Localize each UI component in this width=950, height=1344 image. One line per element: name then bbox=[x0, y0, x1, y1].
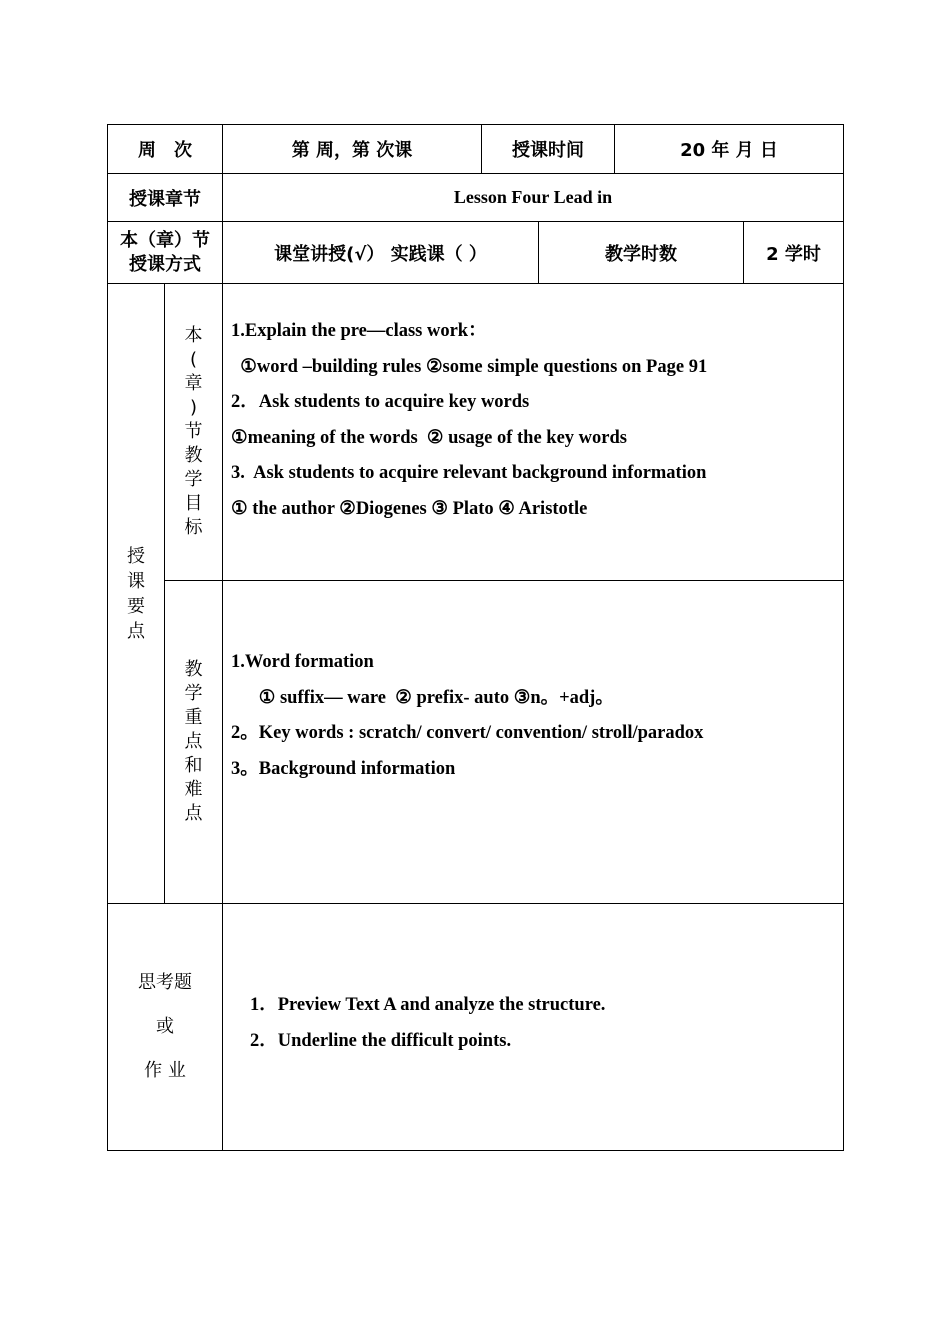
chapter-label: 授课章节 bbox=[108, 174, 223, 222]
key-points-label-char: 点 bbox=[127, 620, 145, 642]
hours-value: 2 学时 bbox=[744, 222, 844, 284]
date-value: 20 年 月 日 bbox=[615, 125, 844, 174]
objectives-label-char: 章 bbox=[184, 373, 203, 394]
homework-label-line: 或 bbox=[156, 1016, 174, 1037]
key-points-label-char: 要 bbox=[127, 595, 145, 617]
difficulties-lines bbox=[223, 581, 843, 787]
homework-line: 2．Underline the difficult points. bbox=[250, 1030, 512, 1051]
objectives-label-char: ) bbox=[189, 397, 198, 418]
objectives-label-text bbox=[165, 324, 222, 540]
objectives-label bbox=[165, 284, 223, 581]
week-value: 第 周，第 次课 bbox=[223, 125, 482, 174]
objectives-lines bbox=[223, 284, 843, 527]
objectives-label-char: 标 bbox=[184, 517, 203, 538]
key-points-label-text bbox=[108, 544, 164, 644]
key-points-label-char: 授 bbox=[127, 545, 145, 567]
difficulties-label bbox=[165, 581, 223, 904]
objectives-label-char: ( bbox=[189, 349, 198, 370]
method-label bbox=[108, 222, 223, 284]
homework-label-line: 思考题 bbox=[138, 972, 192, 993]
method-value: 课堂讲授(√） 实践课（ ） bbox=[223, 222, 539, 284]
key-points-label bbox=[108, 284, 165, 904]
homework-label-text bbox=[108, 961, 222, 1093]
homework-content bbox=[223, 904, 844, 1151]
difficulty-line: 1.Word formation bbox=[231, 652, 374, 672]
difficulties-label-char: 点 bbox=[184, 803, 203, 824]
difficulties-label-char: 教 bbox=[184, 659, 203, 680]
difficulties-label-char: 重 bbox=[184, 707, 203, 728]
objective-line: 1.Explain the pre—class work： bbox=[231, 321, 487, 341]
objective-line: ①word –building rules ②some simple questions on Page 91 bbox=[231, 356, 708, 377]
chapter-row bbox=[108, 174, 844, 222]
difficulty-line: 3。Background information bbox=[231, 758, 456, 779]
objective-line: 3. Ask students to acquire relevant background information bbox=[231, 463, 707, 483]
objectives-row bbox=[108, 284, 844, 581]
homework-line: 1．Preview Text A and analyze the structure. bbox=[250, 995, 606, 1015]
objectives-label-char: 学 bbox=[184, 469, 203, 490]
difficulties-label-char: 点 bbox=[184, 731, 203, 752]
method-label-line1: 本（章）节 bbox=[120, 229, 210, 251]
time-label: 授课时间 bbox=[482, 125, 615, 174]
difficulties-row bbox=[108, 581, 844, 904]
key-points-label-char: 课 bbox=[127, 570, 145, 592]
objectives-label-char: 目 bbox=[184, 493, 203, 514]
hours-label: 教学时数 bbox=[539, 222, 744, 284]
homework-label bbox=[108, 904, 223, 1151]
method-label-line2: 授课方式 bbox=[129, 253, 201, 275]
homework-label-line: 作 业 bbox=[144, 1060, 186, 1081]
chapter-value: Lesson Four Lead in bbox=[223, 174, 844, 222]
difficulties-label-char: 学 bbox=[184, 683, 203, 704]
difficulties-label-text bbox=[165, 658, 222, 826]
difficulty-line: ① suffix— ware ② prefix- auto ③n。+adj。 bbox=[231, 687, 614, 708]
objective-line: 2．Ask students to acquire key words bbox=[231, 392, 530, 412]
week-label: 周 次 bbox=[108, 125, 223, 174]
difficulty-line: 2。Key words : scratch/ convert/ convention/ stroll/paradox bbox=[231, 723, 704, 743]
difficulties-label-char: 和 bbox=[184, 755, 203, 776]
objective-line: ①meaning of the words ② usage of the key words bbox=[231, 427, 627, 448]
difficulties-label-char: 难 bbox=[184, 779, 203, 800]
method-row bbox=[108, 222, 844, 284]
objective-line: ① the author ②Diogenes ③ Plato ④ Aristotle bbox=[231, 498, 588, 519]
objectives-content bbox=[223, 284, 844, 581]
homework-row bbox=[108, 904, 844, 1151]
objectives-label-char: 节 bbox=[184, 421, 203, 442]
homework-lines bbox=[223, 904, 843, 1059]
objectives-label-char: 教 bbox=[184, 445, 203, 466]
header-row bbox=[108, 125, 844, 174]
lesson-plan-table bbox=[107, 124, 844, 1151]
objectives-label-char: 本 bbox=[184, 325, 203, 346]
lesson-plan-form bbox=[107, 124, 843, 1151]
difficulties-content bbox=[223, 581, 844, 904]
